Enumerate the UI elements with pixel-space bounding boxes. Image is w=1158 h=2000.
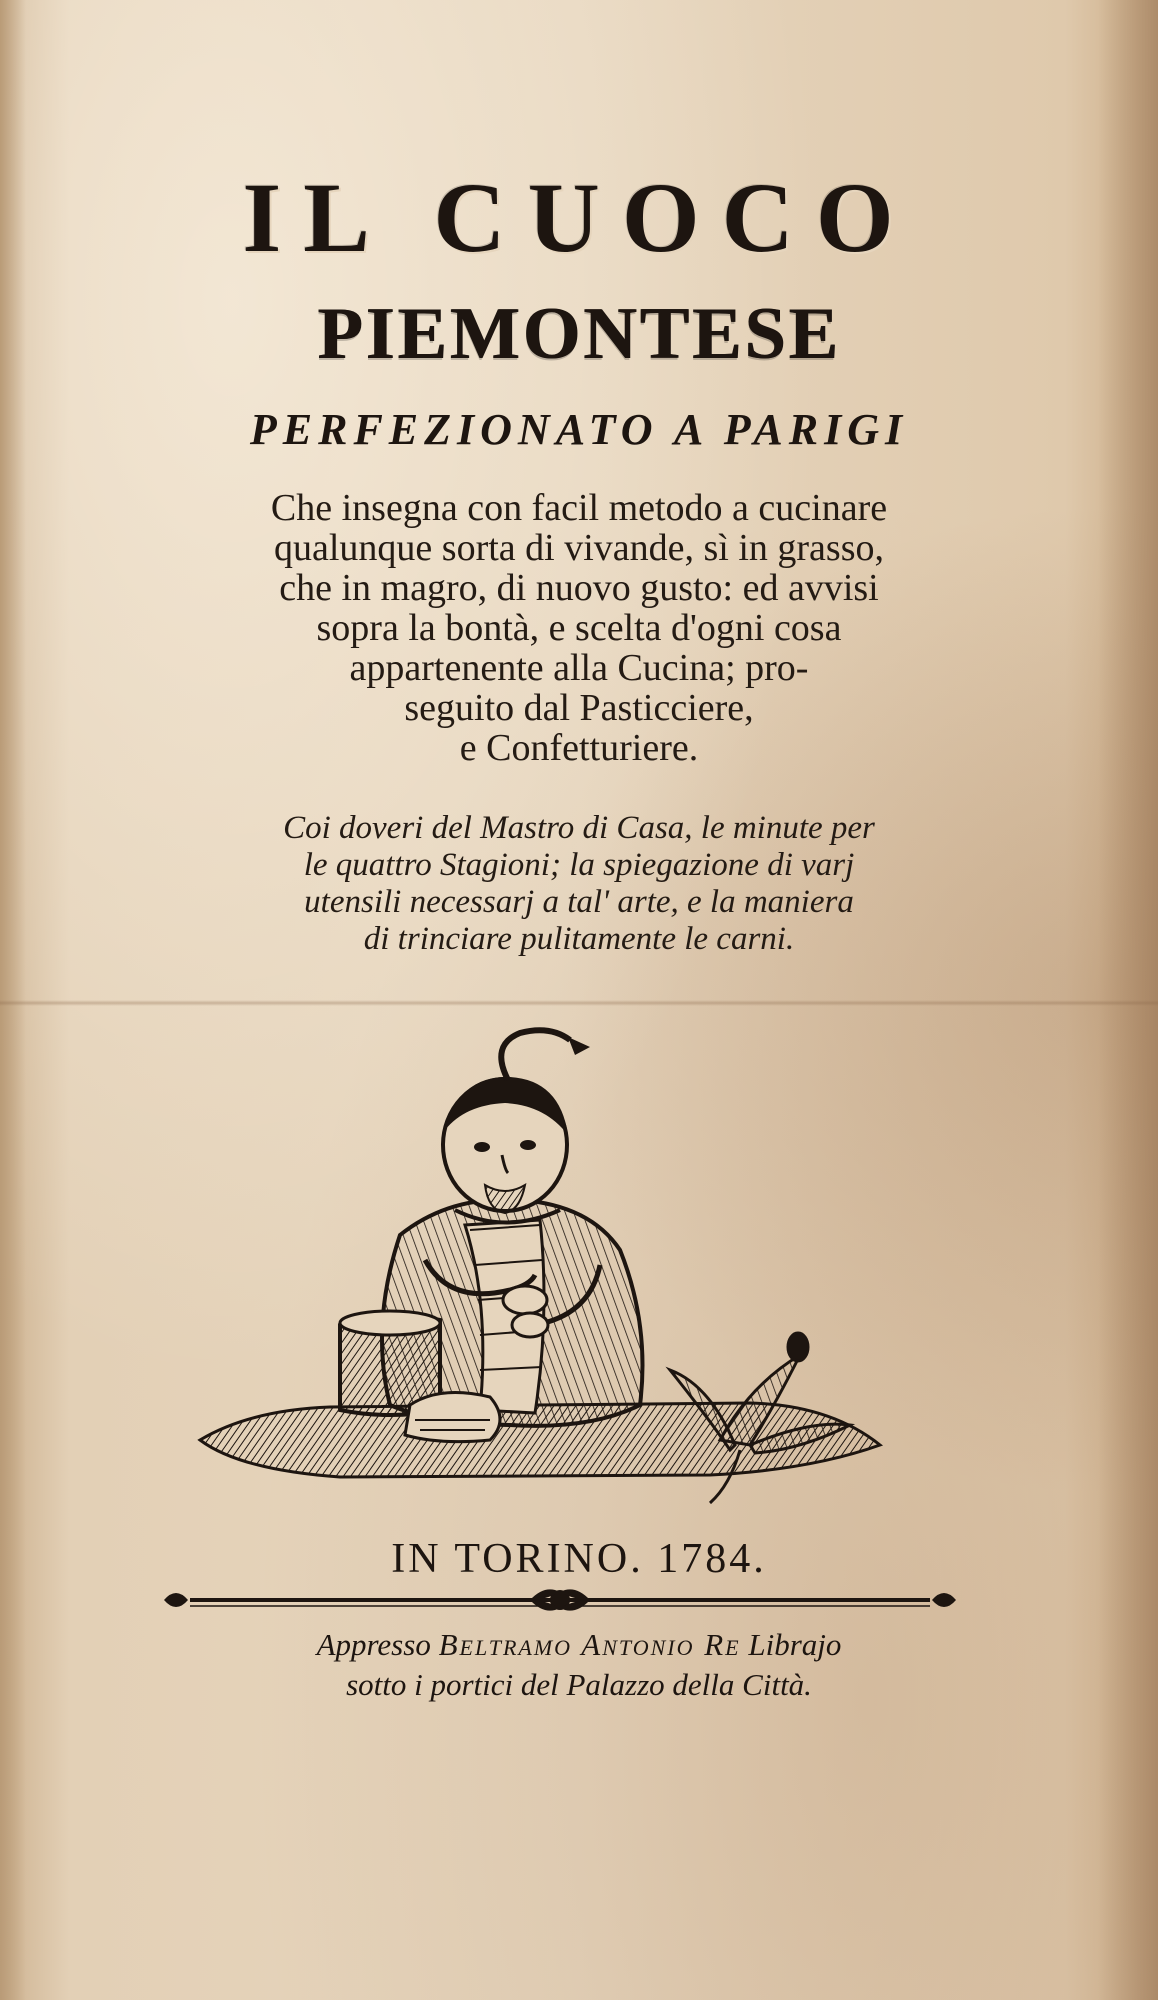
subdescription-line: utensili necessarj a tal' arte, e la maniera (304, 884, 854, 920)
description-line: qualunque sorta di vivande, sì in grasso, (273, 527, 884, 569)
imprint-place-date: IN TORINO. 1784. (391, 1536, 767, 1582)
book-subtitle: PERFEZIONATO A PARIGI (249, 405, 909, 454)
subdescription-line: di trinciare pulitamente le carni. (363, 921, 795, 957)
description-line: e Confetturiere. (459, 727, 699, 769)
publisher-line-2: sotto i portici del Palazzo della Città. (346, 1667, 812, 1702)
book-title-line-2: PIEMONTESE (317, 293, 841, 375)
description-line: appartenente alla Cucina; pro- (349, 647, 809, 689)
description-line: Che insegna con facil metodo a cucinare (270, 487, 888, 529)
description-paragraph (0, 488, 1158, 768)
description-line: sopra la bontà, e scelta d'ogni cosa (316, 607, 842, 649)
ornamental-rule (160, 1582, 960, 1618)
publisher-prefix: Appresso (316, 1627, 439, 1662)
subdescription-paragraph (0, 810, 1158, 958)
woodcut-figure-illustration (190, 1025, 890, 1505)
book-title-line-1: IL CUOCO (242, 162, 916, 273)
description-line: seguito dal Pasticciere, (404, 687, 754, 729)
publisher-trade: Librajo (740, 1627, 842, 1662)
publisher-line-1 (0, 1625, 1158, 1665)
subdescription-line: Coi doveri del Mastro di Casa, le minute per (283, 810, 875, 846)
paper-fold-line (0, 1000, 1158, 1006)
publisher-info (0, 1625, 1158, 1705)
subdescription-line: le quattro Stagioni; la spiegazione di varj (303, 847, 855, 883)
publisher-name: Beltramo Antonio Re (438, 1627, 741, 1662)
description-line: che in magro, di nuovo gusto: ed avvisi (279, 567, 879, 609)
